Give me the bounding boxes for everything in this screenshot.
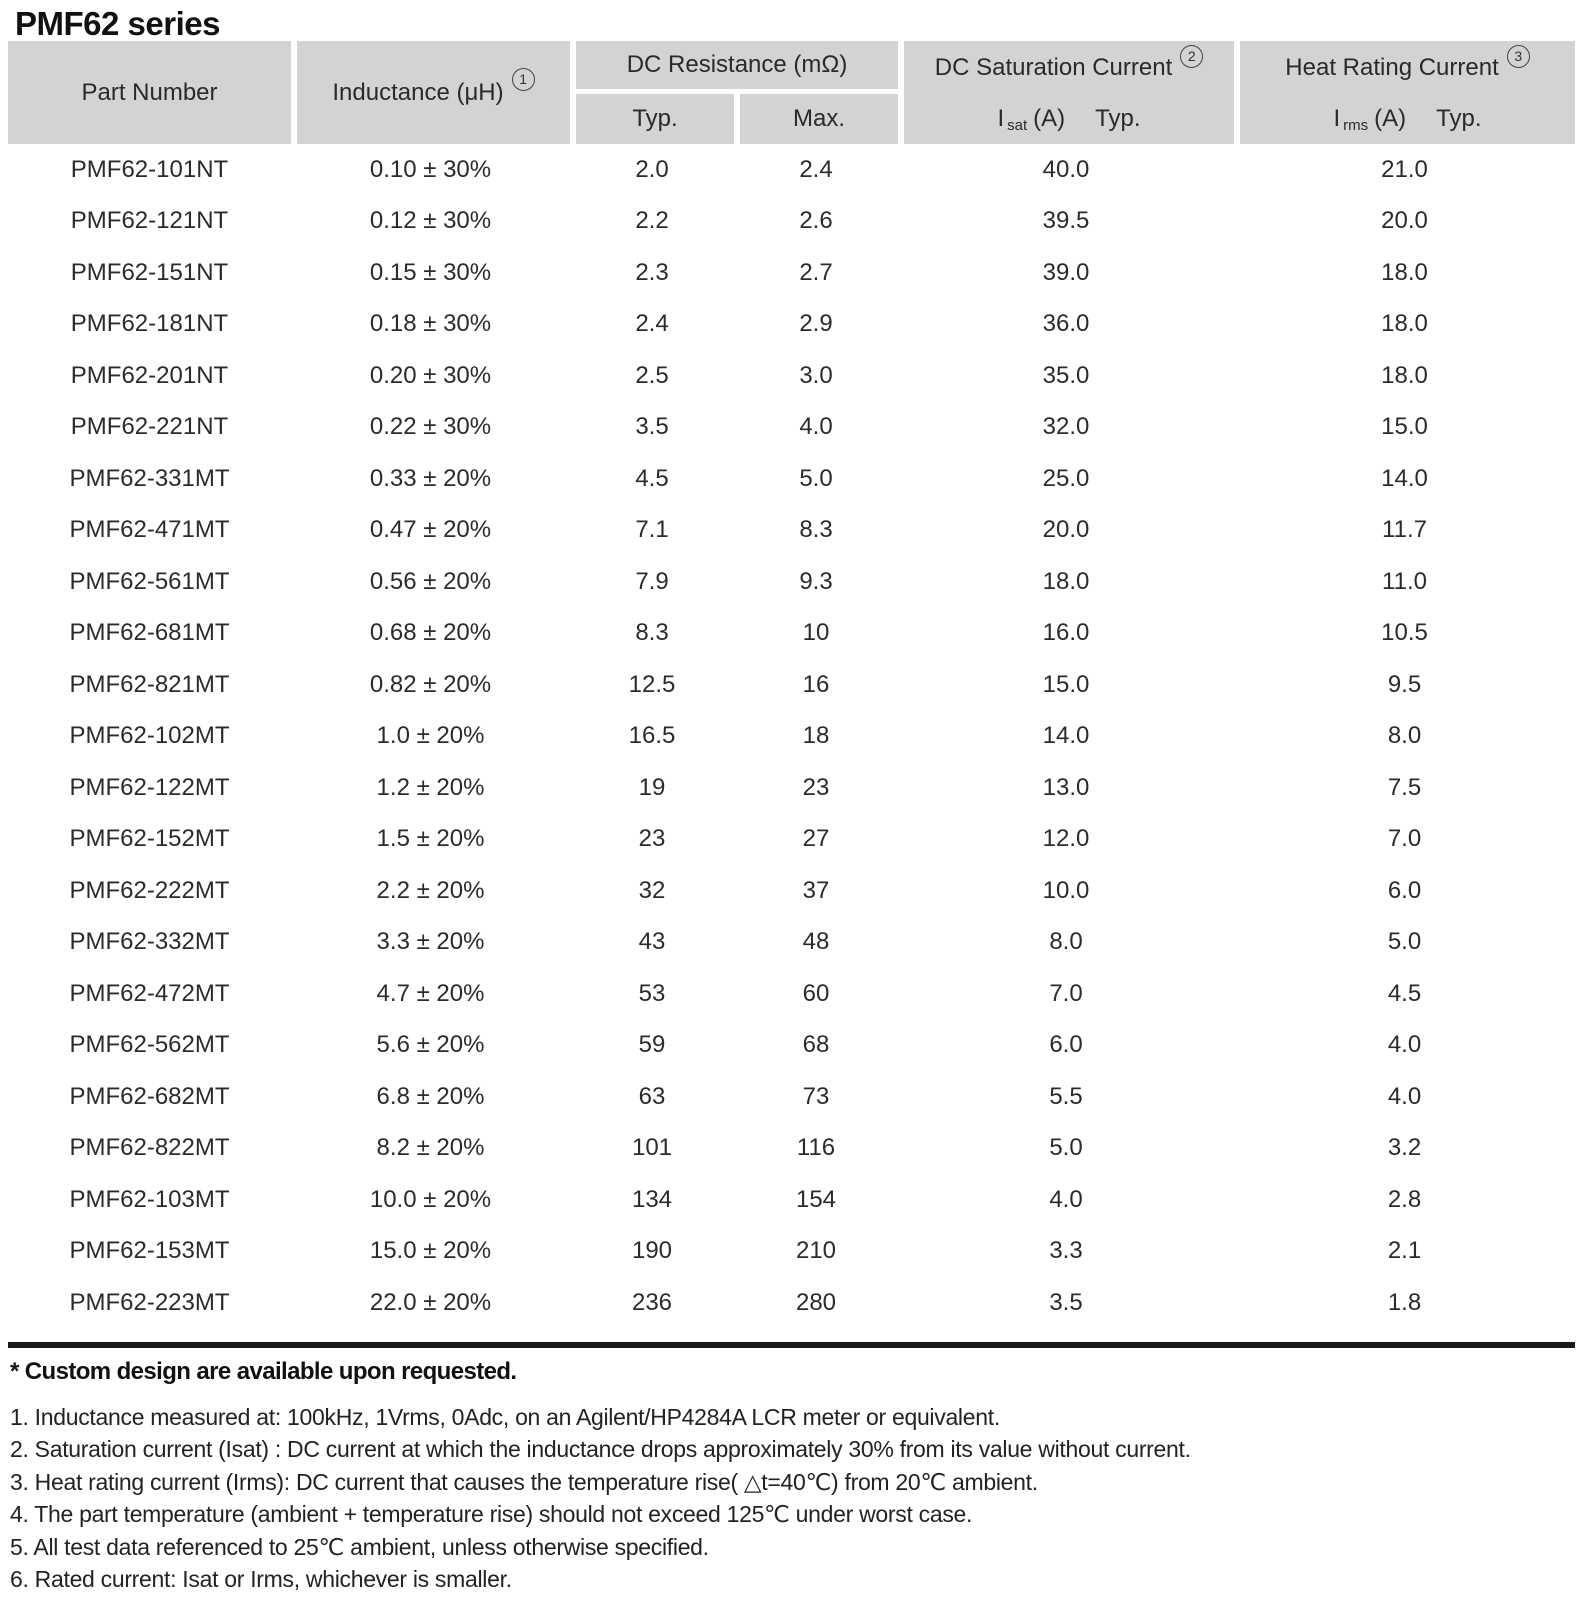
table-cell: PMF62-201NT	[8, 350, 291, 402]
note-ref-1-icon: 1	[512, 68, 535, 91]
table-cell: 5.6 ± 20%	[291, 1020, 570, 1072]
col-header-dc-saturation-current	[898, 41, 1234, 144]
divider-rule	[8, 1342, 1575, 1348]
table-cell: 3.5	[570, 402, 734, 454]
table-cell: PMF62-101NT	[8, 144, 291, 196]
table-cell: 0.10 ± 30%	[291, 144, 570, 196]
table-cell: 2.3	[570, 247, 734, 299]
table-cell: PMF62-681MT	[8, 608, 291, 660]
header-sublabel	[904, 94, 1234, 144]
table-cell: 32.0	[898, 402, 1234, 454]
table-cell: 4.0	[1234, 1071, 1575, 1123]
unit-label: (A)	[1033, 105, 1066, 132]
table-cell: 0.12 ± 30%	[291, 196, 570, 248]
table-cell: 2.8	[1234, 1174, 1575, 1226]
table-row	[8, 814, 1575, 866]
table-cell: PMF62-822MT	[8, 1123, 291, 1175]
table-row	[8, 1226, 1575, 1278]
table-cell: 7.0	[898, 968, 1234, 1020]
table-row	[8, 711, 1575, 763]
current-symbol: I	[997, 105, 1005, 132]
table-cell: 10	[734, 608, 898, 660]
table-row	[8, 659, 1575, 711]
table-cell: 7.9	[570, 556, 734, 608]
table-cell: 19	[570, 762, 734, 814]
table-cell: 0.82 ± 20%	[291, 659, 570, 711]
table-cell: 18.0	[1234, 350, 1575, 402]
table-cell: 60	[734, 968, 898, 1020]
table-cell: 18	[734, 711, 898, 763]
current-symbol: I	[1333, 105, 1341, 132]
table-cell: 236	[570, 1277, 734, 1329]
table-cell: 0.20 ± 30%	[291, 350, 570, 402]
table-row	[8, 1123, 1575, 1175]
table-row	[8, 350, 1575, 402]
table-cell: 0.56 ± 20%	[291, 556, 570, 608]
table-row	[8, 1020, 1575, 1072]
table-cell: 4.5	[570, 453, 734, 505]
table-row	[8, 402, 1575, 454]
table-cell: 101	[570, 1123, 734, 1175]
table-cell: 11.0	[1234, 556, 1575, 608]
table-cell: 39.5	[898, 196, 1234, 248]
col-header-part-number	[8, 41, 291, 144]
table-cell: 6.0	[898, 1020, 1234, 1072]
table-cell: 37	[734, 865, 898, 917]
table-cell: 7.0	[1234, 814, 1575, 866]
table-cell: PMF62-102MT	[8, 711, 291, 763]
table-header	[8, 41, 1575, 144]
table-cell: 10.0 ± 20%	[291, 1174, 570, 1226]
table-cell: 4.7 ± 20%	[291, 968, 570, 1020]
table-cell: 8.0	[1234, 711, 1575, 763]
table-row	[8, 762, 1575, 814]
footnote: 2. Saturation current (Isat) : DC current at which the inductance drops approximately 30% from its value without current.	[10, 1436, 1191, 1462]
table-row	[8, 453, 1575, 505]
table-row	[8, 1277, 1575, 1329]
table-cell: 15.0 ± 20%	[291, 1226, 570, 1278]
note-ref-3-icon: 3	[1507, 45, 1530, 68]
table-cell: PMF62-682MT	[8, 1071, 291, 1123]
table-cell: 7.5	[1234, 762, 1575, 814]
table-cell: 14.0	[898, 711, 1234, 763]
table-cell: PMF62-221NT	[8, 402, 291, 454]
table-cell: 21.0	[1234, 144, 1575, 196]
table-cell: PMF62-562MT	[8, 1020, 291, 1072]
note-ref-2-icon: 2	[1180, 45, 1203, 68]
spec-table	[8, 41, 1575, 1329]
table-cell: 59	[570, 1020, 734, 1072]
table-cell: 27	[734, 814, 898, 866]
footnote: 1. Inductance measured at: 100kHz, 1Vrms, 0Adc, on an Agilent/HP4284A LCR meter or equivalent.	[10, 1403, 1000, 1430]
table-cell: 16	[734, 659, 898, 711]
table-cell: 1.8	[1234, 1277, 1575, 1329]
table-cell: 5.0	[734, 453, 898, 505]
table-cell: 2.9	[734, 299, 898, 351]
table-cell: 48	[734, 917, 898, 969]
table-cell: 190	[570, 1226, 734, 1278]
table-cell: PMF62-151NT	[8, 247, 291, 299]
table-cell: 9.5	[1234, 659, 1575, 711]
table-cell: 10.0	[898, 865, 1234, 917]
table-cell: 25.0	[898, 453, 1234, 505]
table-cell: 210	[734, 1226, 898, 1278]
table-cell: 134	[570, 1174, 734, 1226]
typ-label: Typ.	[1436, 105, 1482, 132]
table-cell: 3.2	[1234, 1123, 1575, 1175]
table-cell: PMF62-223MT	[8, 1277, 291, 1329]
header-sublabel	[1240, 94, 1575, 144]
typ-label: Typ.	[1095, 105, 1141, 132]
footnote: 5. All test data referenced to 25℃ ambient, unless otherwise specified.	[10, 1533, 709, 1560]
table-cell: 3.3 ± 20%	[291, 917, 570, 969]
table-cell: PMF62-471MT	[8, 505, 291, 557]
table-cell: 16.0	[898, 608, 1234, 660]
table-cell: 14.0	[1234, 453, 1575, 505]
table-cell: 2.4	[570, 299, 734, 351]
table-cell: 116	[734, 1123, 898, 1175]
table-row	[8, 299, 1575, 351]
table-row	[8, 865, 1575, 917]
col-header-max: Max.	[734, 94, 898, 144]
table-cell: PMF62-472MT	[8, 968, 291, 1020]
table-cell: 2.0	[570, 144, 734, 196]
table-cell: 6.8 ± 20%	[291, 1071, 570, 1123]
table-cell: 280	[734, 1277, 898, 1329]
table-row	[8, 917, 1575, 969]
table-cell: 15.0	[1234, 402, 1575, 454]
table-cell: 20.0	[898, 505, 1234, 557]
table-cell: PMF62-122MT	[8, 762, 291, 814]
table-body	[8, 144, 1575, 1329]
table-cell: 8.3	[570, 608, 734, 660]
header-label: DC Saturation Current 2	[904, 41, 1234, 94]
table-cell: 4.0	[898, 1174, 1234, 1226]
table-cell: PMF62-222MT	[8, 865, 291, 917]
table-row	[8, 1174, 1575, 1226]
table-row	[8, 196, 1575, 248]
table-cell: 68	[734, 1020, 898, 1072]
table-cell: 36.0	[898, 299, 1234, 351]
col-header-typ: Typ.	[570, 94, 734, 144]
table-cell: 23	[734, 762, 898, 814]
header-label: DC Resistance (mΩ)	[626, 51, 848, 78]
table-cell: 3.3	[898, 1226, 1234, 1278]
table-cell: 12.0	[898, 814, 1234, 866]
footnote: 6. Rated current: Isat or Irms, whichever is smaller.	[10, 1566, 512, 1592]
table-cell: 4.0	[734, 402, 898, 454]
table-cell: 5.0	[1234, 917, 1575, 969]
col-header-heat-rating-current	[1234, 41, 1575, 144]
table-cell: 63	[570, 1071, 734, 1123]
table-cell: 73	[734, 1071, 898, 1123]
table-cell: 18.0	[1234, 247, 1575, 299]
header-label: Heat Rating Current 3	[1240, 41, 1575, 94]
table-cell: 18.0	[1234, 299, 1575, 351]
table-row	[8, 556, 1575, 608]
table-cell: PMF62-121NT	[8, 196, 291, 248]
col-header-inductance	[291, 41, 570, 144]
page-title: PMF62 series	[15, 5, 220, 42]
table-cell: 0.47 ± 20%	[291, 505, 570, 557]
table-row	[8, 144, 1575, 196]
table-row	[8, 968, 1575, 1020]
table-cell: 2.4	[734, 144, 898, 196]
header-label: Part Number	[81, 78, 218, 106]
table-cell: 2.2	[570, 196, 734, 248]
table-cell: 10.5	[1234, 608, 1575, 660]
table-cell: 0.18 ± 30%	[291, 299, 570, 351]
table-cell: 32	[570, 865, 734, 917]
table-cell: 35.0	[898, 350, 1234, 402]
table-cell: 2.2 ± 20%	[291, 865, 570, 917]
table-cell: 40.0	[898, 144, 1234, 196]
table-cell: 2.7	[734, 247, 898, 299]
table-cell: 0.15 ± 30%	[291, 247, 570, 299]
footnote: 3. Heat rating current (Irms): DC current that causes the temperature rise( △t=40℃) from 20℃ ambient.	[10, 1468, 1038, 1495]
table-cell: 8.0	[898, 917, 1234, 969]
table-cell: PMF62-181NT	[8, 299, 291, 351]
unit-label: (A)	[1374, 105, 1407, 132]
table-row	[8, 247, 1575, 299]
table-cell: 4.5	[1234, 968, 1575, 1020]
table-cell: 15.0	[898, 659, 1234, 711]
table-cell: 3.0	[734, 350, 898, 402]
table-cell: 1.0 ± 20%	[291, 711, 570, 763]
table-row	[8, 608, 1575, 660]
table-cell: 20.0	[1234, 196, 1575, 248]
table-cell: 18.0	[898, 556, 1234, 608]
table-cell: 6.0	[1234, 865, 1575, 917]
footnote: 4. The part temperature (ambient + temperature rise) should not exceed 125℃ under worst case.	[10, 1501, 973, 1527]
table-cell: 8.2 ± 20%	[291, 1123, 570, 1175]
table-cell: 2.1	[1234, 1226, 1575, 1278]
table-cell: 4.0	[1234, 1020, 1575, 1072]
table-cell: 16.5	[570, 711, 734, 763]
table-cell: 23	[570, 814, 734, 866]
table-cell: PMF62-821MT	[8, 659, 291, 711]
table-cell: 53	[570, 968, 734, 1020]
subscript: sat	[1007, 116, 1028, 134]
custom-design-note: * Custom design are available upon requested.	[10, 1357, 517, 1385]
table-row	[8, 1071, 1575, 1123]
table-cell: PMF62-331MT	[8, 453, 291, 505]
table-row	[8, 505, 1575, 557]
table-cell: 1.2 ± 20%	[291, 762, 570, 814]
table-cell: PMF62-561MT	[8, 556, 291, 608]
table-cell: 0.68 ± 20%	[291, 608, 570, 660]
subscript: rms	[1343, 116, 1369, 134]
table-cell: 7.1	[570, 505, 734, 557]
table-cell: 43	[570, 917, 734, 969]
table-cell: 1.5 ± 20%	[291, 814, 570, 866]
table-cell: PMF62-103MT	[8, 1174, 291, 1226]
table-cell: 0.33 ± 20%	[291, 453, 570, 505]
table-cell: 8.3	[734, 505, 898, 557]
table-cell: 5.0	[898, 1123, 1234, 1175]
table-cell: 0.22 ± 30%	[291, 402, 570, 454]
table-cell: 9.3	[734, 556, 898, 608]
header-label: Inductance (μH)	[332, 78, 504, 106]
col-header-dc-resistance	[570, 41, 898, 94]
table-cell: 12.5	[570, 659, 734, 711]
table-cell: 154	[734, 1174, 898, 1226]
table-cell: 13.0	[898, 762, 1234, 814]
table-cell: 2.5	[570, 350, 734, 402]
table-cell: 22.0 ± 20%	[291, 1277, 570, 1329]
table-cell: PMF62-332MT	[8, 917, 291, 969]
table-cell: 39.0	[898, 247, 1234, 299]
table-cell: PMF62-153MT	[8, 1226, 291, 1278]
footnotes	[10, 1401, 1585, 1596]
table-cell: 3.5	[898, 1277, 1234, 1329]
table-cell: PMF62-152MT	[8, 814, 291, 866]
table-cell: 5.5	[898, 1071, 1234, 1123]
table-cell: 2.6	[734, 196, 898, 248]
table-cell: 11.7	[1234, 505, 1575, 557]
